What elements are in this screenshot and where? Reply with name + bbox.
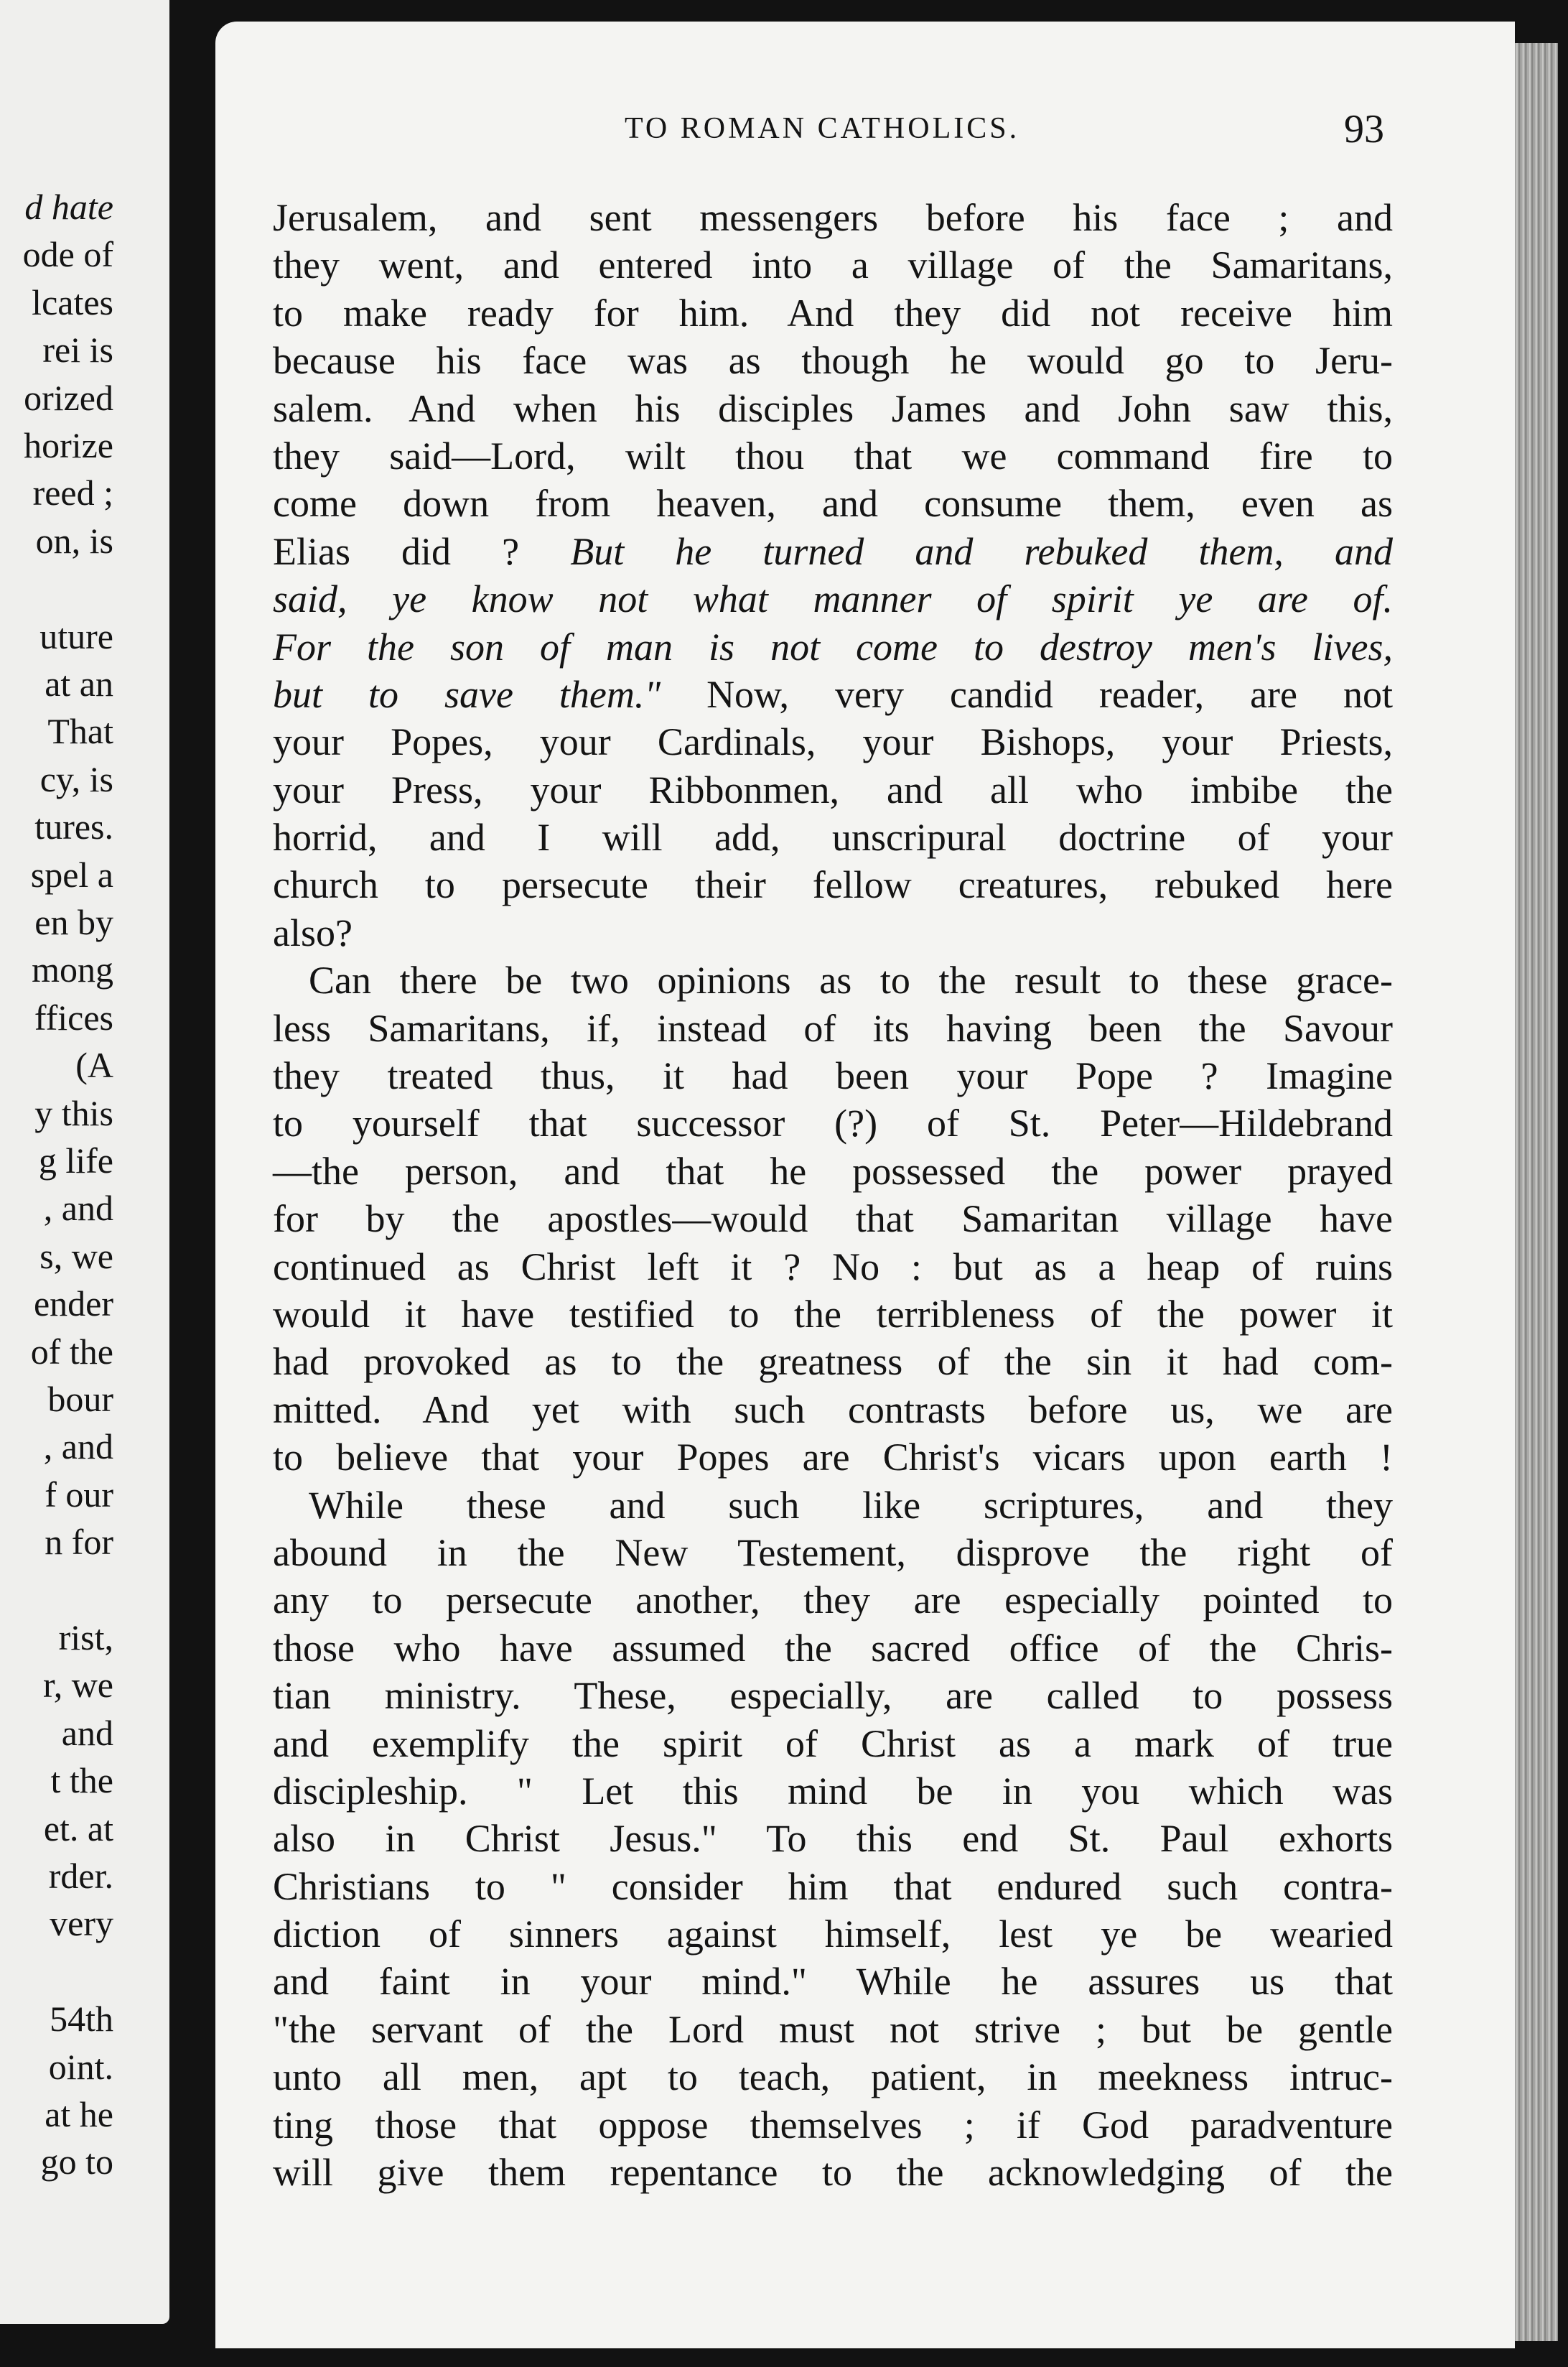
text-line: because his face was as though he would go to Jeru-: [273, 339, 1393, 383]
previous-page-line: horize: [24, 425, 113, 465]
text-line: Christians to " consider him that endured such contra-: [273, 1864, 1393, 1908]
previous-page-line: n for: [45, 1522, 113, 1563]
text-line: would it have testified to the terribleness of the power it: [273, 1292, 1393, 1336]
previous-page-line: d hate: [24, 187, 113, 227]
previous-page-line: tures.: [34, 806, 113, 847]
text-line: Jerusalem, and sent messengers before his face ; and: [273, 196, 1393, 239]
text-line: church to persecute their fellow creatures, rebuked here: [273, 863, 1393, 907]
text-line: also?: [273, 911, 353, 954]
previous-page-fragment: [0, 0, 169, 2324]
text-line: to believe that your Popes are Christ's vicars upon earth !: [273, 1436, 1393, 1479]
text-line: had provoked as to the greatness of the sin it had com-: [273, 1340, 1393, 1384]
text-line: [273, 528, 1393, 575]
text-line: abound in the New Testement, disprove the right of: [273, 1530, 1393, 1574]
previous-page-line: rist,: [58, 1617, 113, 1657]
text-line: they went, and entered into a village of the Samaritans,: [273, 243, 1393, 287]
text-line: also in Christ Jesus." To this end St. Paul exhorts: [273, 1817, 1393, 1861]
previous-page-line: at an: [45, 664, 113, 704]
text-line: and exemplify the spirit of Christ as a mark of true: [273, 1721, 1393, 1765]
text-line: come down from heaven, and consume them, even as: [273, 482, 1393, 526]
italic-quote: But he turned and rebuked them, and: [570, 529, 1394, 573]
text-line: any to persecute another, they are especially pointed to: [273, 1578, 1393, 1622]
previous-page-line: reed ;: [32, 473, 113, 513]
previous-page-line: ffices: [34, 997, 113, 1038]
running-head: TO ROMAN CATHOLICS.: [625, 112, 1020, 145]
paragraph-first-line: While these and such like scriptures, and they: [309, 1483, 1393, 1527]
previous-page-line: ode of: [22, 234, 113, 275]
text-line: tian ministry. These, especially, are called to possess: [273, 1674, 1393, 1718]
previous-page-line: en by: [34, 902, 113, 942]
text-line: ting those that oppose themselves ; if God paradventure: [273, 2103, 1393, 2147]
text-span: Now, very candid reader, are not: [706, 672, 1393, 716]
text-line: diction of sinners against himself, lest ye be wearied: [273, 1912, 1393, 1956]
previous-page-line: 54th: [50, 1999, 113, 2040]
text-line: less Samaritans, if, instead of its having been the Savour: [273, 1006, 1393, 1050]
previous-page-line: on, is: [35, 520, 113, 561]
text-line: continued as Christ left it ? No : but as a heap of ruins: [273, 1245, 1393, 1288]
body-text: [273, 194, 1393, 2196]
text-line: salem. And when his disciples James and John saw this,: [273, 386, 1393, 430]
italic-quote: but to save them.": [273, 672, 661, 716]
previous-page-line: very: [50, 1903, 113, 1944]
previous-page-line: and: [61, 1712, 113, 1753]
text-line: and faint in your mind." While he assures us that: [273, 1960, 1393, 2004]
text-line: mitted. And yet with such contrasts before us, we are: [273, 1387, 1393, 1431]
previous-page-line: r, we: [43, 1665, 113, 1706]
text-line: for by the apostles—would that Samaritan village have: [273, 1197, 1393, 1241]
previous-page-line: mong: [32, 949, 113, 990]
previous-page-line: (A: [75, 1045, 113, 1086]
previous-page-line: uture: [39, 615, 113, 656]
previous-page-line: g life: [38, 1140, 113, 1181]
previous-page-line: That: [47, 711, 113, 752]
text-line: your Popes, your Cardinals, your Bishops, your Priests,: [273, 720, 1393, 764]
text-span: Elias did ?: [273, 529, 520, 573]
previous-page-line: at he: [45, 2094, 113, 2134]
text-line: your Press, your Ribbonmen, and all who imbibe the: [273, 768, 1393, 812]
text-line: —the person, and that he possessed the power prayed: [273, 1149, 1393, 1193]
previous-page-line: s, we: [39, 1235, 113, 1276]
text-line: they treated thus, it had been your Pope ? Imagine: [273, 1054, 1393, 1098]
previous-page-line: t the: [50, 1760, 113, 1801]
italic-quote-line: For the son of man is not come to destroy men's lives,: [273, 625, 1393, 669]
previous-page-line: cy, is: [39, 758, 113, 799]
previous-page-line: y this: [34, 1092, 113, 1133]
text-line: to yourself that successor (?) of St. Peter—Hildebrand: [273, 1102, 1393, 1145]
previous-page-line: rei is: [42, 330, 113, 371]
previous-page-line: et. at: [43, 1808, 113, 1849]
text-line: will give them repentance to the acknowledging of the: [273, 2151, 1393, 2195]
previous-page-line: bour: [47, 1379, 113, 1419]
text-line: "the servant of the Lord must not strive ; but be gentle: [273, 2007, 1393, 2051]
previous-page-line: rder.: [48, 1856, 113, 1896]
previous-page-line: ender: [33, 1283, 113, 1324]
previous-page-line: oint.: [48, 2046, 113, 2087]
previous-page-line: of the: [30, 1331, 113, 1372]
text-line: horrid, and I will add, unscripural doctrine of your: [273, 816, 1393, 860]
previous-page-line: , and: [43, 1426, 113, 1467]
page-edge-stack: [1515, 43, 1558, 2341]
text-line: discipleship. " Let this mind be in you which was: [273, 1769, 1393, 1813]
text-line: they said—Lord, wilt thou that we command fire to: [273, 434, 1393, 478]
previous-page-line: go to: [40, 2142, 113, 2182]
previous-page-line: , and: [43, 1188, 113, 1229]
previous-page-line: orized: [24, 377, 113, 418]
previous-page-line: f our: [45, 1474, 113, 1515]
previous-page-line: lcates: [32, 282, 113, 322]
text-line: unto all men, apt to teach, patient, in meekness intruc-: [273, 2055, 1393, 2099]
text-line: those who have assumed the sacred office of the Chris-: [273, 1626, 1393, 1670]
text-line: to make ready for him. And they did not receive him: [273, 291, 1393, 335]
italic-quote-line: said, ye know not what manner of spirit ye are of.: [273, 577, 1393, 621]
paragraph-first-line: Can there be two opinions as to the result to these grace-: [309, 959, 1393, 1003]
previous-page-line: spel a: [30, 854, 113, 895]
text-line: [273, 671, 1393, 718]
page-number: 93: [1344, 107, 1384, 152]
